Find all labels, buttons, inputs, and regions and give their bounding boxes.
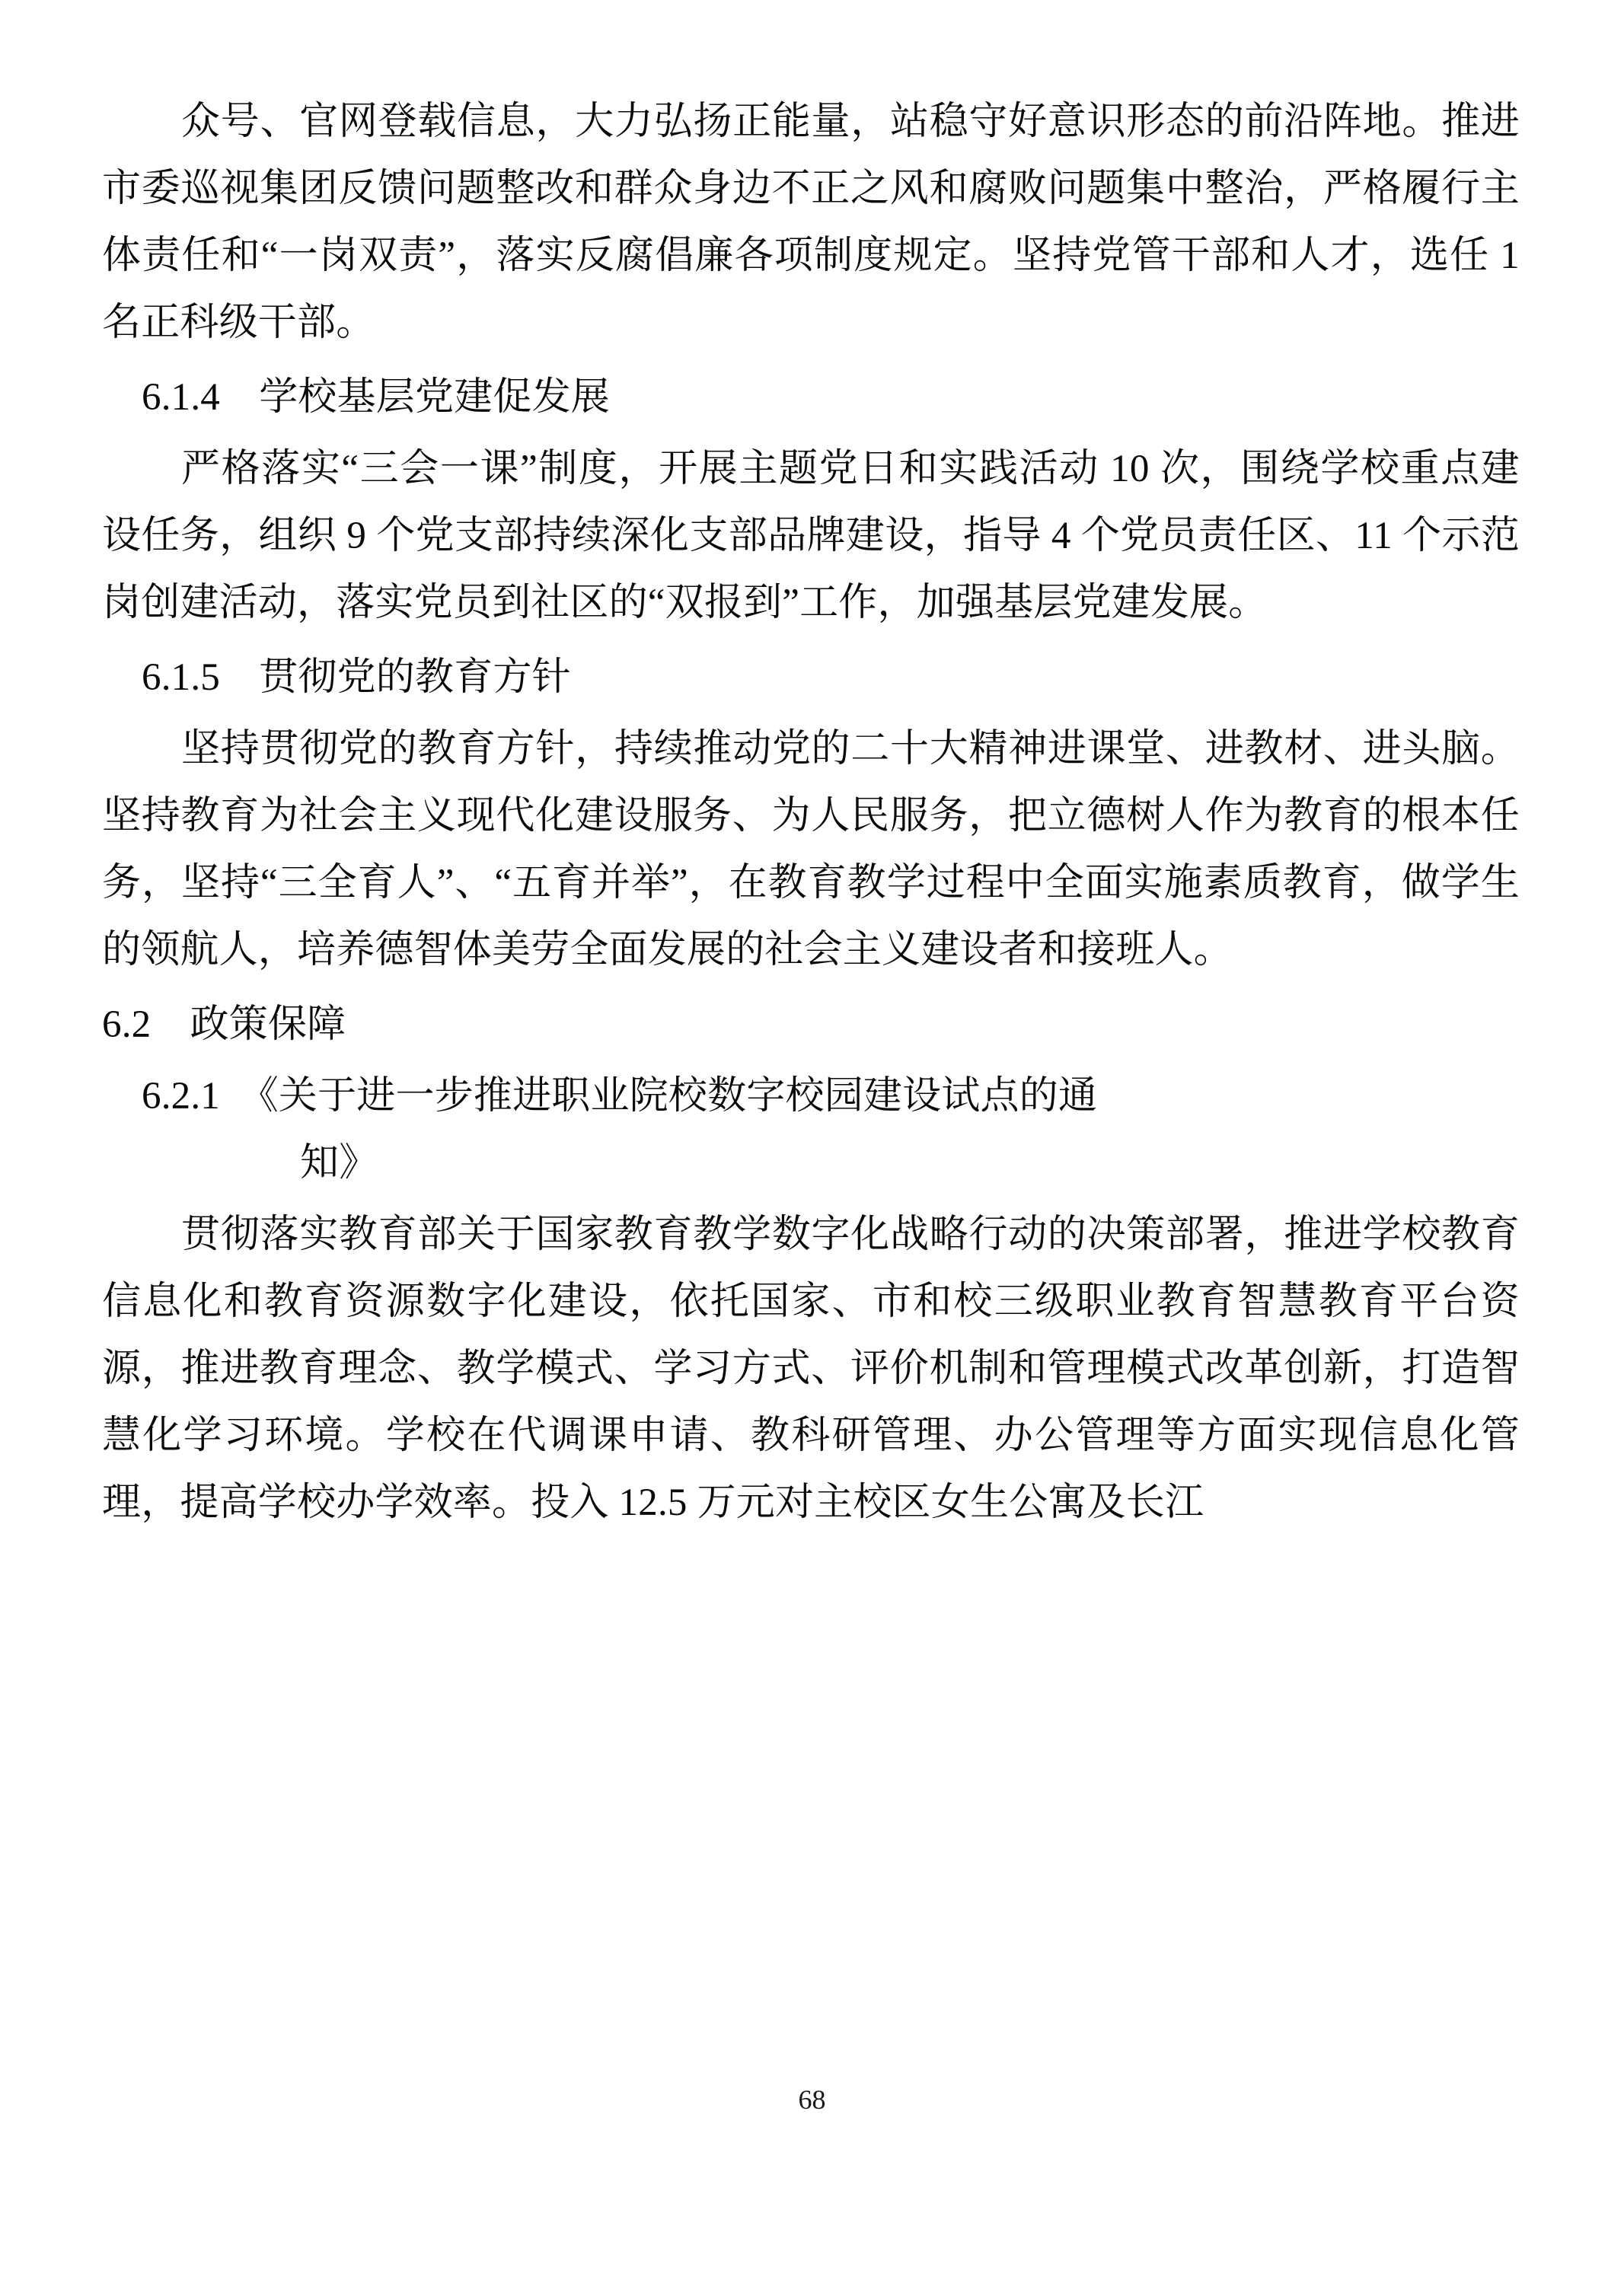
paragraph-6-1-4-body: 严格落实“三会一课”制度，开展主题党日和实践活动 10 次，围绕学校重点建设任务，组织 9 个党支部持续深化支部品牌建设，指导 4 个党员责任区、11 个示范岗创建活动，落实党员到社区的“双报到”工作，加强基层党建发展。 [102,448,1520,624]
paragraph-6-2-1-body: 贯彻落实教育部关于国家教育教学数字化战略行动的决策部署，推进学校教育信息化和教育资源数字化建设，依托国家、市和校三级职业教育智慧教育平台资源，推进教育理念、教学模式、学习方式、评价机制和管理模式改革创新，打造智慧化学习环境。学校在代调课申请、教科研管理、办公管理等方面实现信息化管理，提高学校办学效率。投入 12.5 万元对主校区女生公寓及长江 [102,1213,1520,1524]
page-content [102,88,1520,1536]
page-number: 68 [798,2084,826,2115]
paragraph-ideology-continued: 众号、官网登载信息，大力弘扬正能量，站稳守好意识形态的前沿阵地。推进市委巡视集团反馈问题整改和群众身边不正之风和腐败问题集中整治，严格履行主体责任和“一岗双责”，落实反腐倡廉各项制度规定。坚持党管干部和人才，选任 1 名正科级干部。 [102,100,1520,344]
spacer [102,356,1520,364]
heading-6-2-1-line1: 6.2.1 《关于进一步推进职业院校数字校园建设试点的通 [142,1075,1098,1118]
heading-6-2-1-line2: 知》 [300,1142,378,1185]
heading-6-2: 6.2 政策保障 [102,1003,346,1046]
spacer [102,636,1520,644]
heading-6-1-4: 6.1.4 学校基层党建促发展 [142,376,611,419]
paragraph-6-1-5-body: 坚持贯彻党的教育方针，持续推动党的二十大精神进课堂、进教材、进头脑。坚持教育为社会主义现代化建设服务、为人民服务，把立德树人作为教育的根本任务，坚持“三全育人”、“五育并举”，在教育教学过程中全面实施素质教育，做学生的领航人，培养德智体美劳全面发展的社会主义建设者和接班人。 [102,728,1520,971]
heading-6-1-5: 6.1.5 贯彻党的教育方针 [142,656,571,699]
spacer [102,984,1520,991]
heading-6-2-1 [102,1063,1520,1197]
